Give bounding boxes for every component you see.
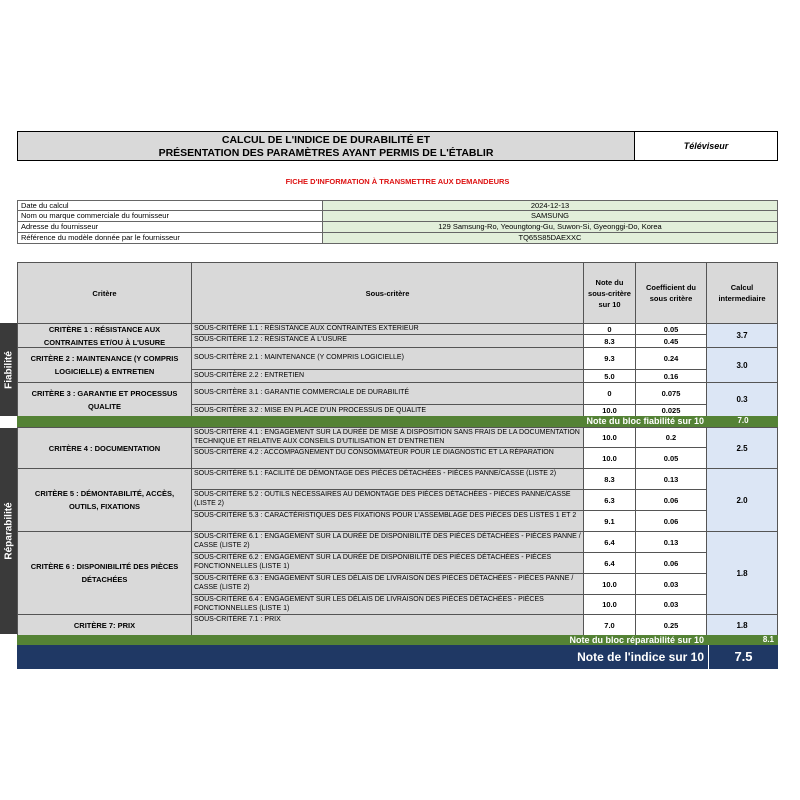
coef-6-2: 0.06: [635, 552, 707, 574]
coef-4-2: 0.05: [635, 447, 707, 469]
info-value: 2024-12-13: [323, 200, 778, 211]
coef-7-1: 0.25: [635, 614, 707, 636]
note-4-2: 10.0: [583, 447, 636, 469]
page-title: [17, 131, 635, 161]
criterion-4: CRITÈRE 4 : DOCUMENTATION: [17, 427, 192, 469]
sub-criterion-7-1: SOUS-CRITÈRE 7.1 : PRIX: [191, 614, 584, 636]
note-7-1: 7.0: [583, 614, 636, 636]
criterion-7: CRITÈRE 7: PRIX: [17, 614, 192, 636]
header-critere: Critère: [17, 262, 192, 324]
sub-criterion-1-1: SOUS-CRITÈRE 1.1 : RÉSISTANCE AUX CONTRAINTES EXTERIEUR: [191, 323, 584, 335]
calc-6: 1.8: [706, 531, 778, 615]
coef-6-3: 0.03: [635, 573, 707, 595]
criterion-2: CRITÈRE 2 : MAINTENANCE (Y COMPRIS LOGICIELLE) & ENTRETIEN: [17, 347, 192, 383]
coef-1-2: 0.45: [635, 334, 707, 348]
sub-criterion-2-1: SOUS-CRITÈRE 2.1 : MAINTENANCE (Y COMPRIS LOGICIELLE): [191, 347, 584, 370]
info-row-brand: [17, 211, 778, 222]
final-index-note: [17, 645, 778, 669]
reparabilite-block-note: [17, 635, 778, 645]
note-6-2: 6.4: [583, 552, 636, 574]
note-5-1: 8.3: [583, 468, 636, 490]
sub-criterion-5-1: SOUS-CRITÈRE 5.1 : FACILITÉ DE DÉMONTAGE DES PIÈCES DÉTACHÉES - PIÈCES PANNE/CASSE (LISTE 2): [191, 468, 584, 490]
info-row-address: [17, 222, 778, 233]
note-5-3: 9.1: [583, 510, 636, 532]
product-type: Téléviseur: [634, 131, 778, 161]
criterion-6: CRITÈRE 6 : DISPONIBILITÉ DES PIÈCES DÉTACHÉES: [17, 531, 192, 615]
sub-criterion-6-1: SOUS-CRITÈRE 6.1 : ENGAGEMENT SUR LA DURÉE DE DISPONIBILITÉ DES PIÈCES DÉTACHÉES - PIÈCES PANNE / CASSE (LISTE 2): [191, 531, 584, 553]
sub-criterion-5-2: SOUS-CRITÈRE 5.2 : OUTILS NÉCESSAIRES AU DÉMONTAGE DES PIÈCES DÉTACHÉES - PIÈCES PANNE/CASSE (LISTE 2): [191, 489, 584, 511]
note-3-1: 0: [583, 382, 636, 405]
sub-criterion-1-2: SOUS-CRITÈRE 1.2 : RÉSISTANCE À L'USURE: [191, 334, 584, 348]
info-value: 129 Samsung-Ro, Yeoungtong-Gu, Suwon-Si, Gyeonggi-Do, Korea: [323, 222, 778, 233]
coef-3-1: 0.075: [635, 382, 707, 405]
header-sous-critere: Sous-critère: [191, 262, 584, 324]
header-note: Note du sous-critère sur 10: [583, 262, 636, 324]
sub-criterion-5-3: SOUS-CRITÈRE 5.3 : CARACTÉRISTIQUES DES FIXATIONS POUR L'ASSEMBLAGE DES PIÈCES DES LISTES 1 ET 2: [191, 510, 584, 532]
calc-3: 0.3: [706, 382, 778, 417]
coef-5-2: 0.06: [635, 489, 707, 511]
final-index-value: 7.5: [708, 645, 778, 669]
side-text: Réparabilité: [3, 502, 14, 560]
info-label: Adresse du fournisseur: [17, 222, 323, 233]
calc-4: 2.5: [706, 427, 778, 469]
info-value: TQ65S85DAEXXC: [323, 233, 778, 244]
header-calcul: Calcul intermediaire: [706, 262, 778, 324]
side-text: Fiabilité: [3, 350, 14, 389]
coef-5-1: 0.13: [635, 468, 707, 490]
header-coef: Coefficient du sous critère: [635, 262, 707, 324]
sub-criterion-2-2: SOUS-CRITÈRE 2.2 : ENTRETIEN: [191, 369, 584, 383]
coef-1-1: 0.05: [635, 323, 707, 335]
sub-criterion-3-2: SOUS-CRITÈRE 3.2 : MISE EN PLACE D'UN PROCESSUS DE QUALITE: [191, 404, 584, 417]
info-row-date: [17, 200, 778, 211]
sub-criterion-6-3: SOUS-CRITÈRE 6.3 : ENGAGEMENT SUR LES DÉLAIS DE LIVRAISON DES PIÈCES DÉTACHÉES - PIÈCES PANNE / CASSE (LISTE 2): [191, 573, 584, 595]
note-4-1: 10.0: [583, 427, 636, 448]
calc-1: 3.7: [706, 323, 778, 348]
coef-6-1: 0.13: [635, 531, 707, 553]
info-row-model: [17, 233, 778, 244]
note-3-2: 10.0: [583, 404, 636, 417]
coef-2-2: 0.16: [635, 369, 707, 383]
final-index-label: Note de l'indice sur 10: [577, 650, 704, 664]
reparabilite-block-value: 8.1: [762, 635, 774, 644]
note-1-1: 0: [583, 323, 636, 335]
sub-criterion-6-2: SOUS-CRITÈRE 6.2 : ENGAGEMENT SUR LA DURÉE DE DISPONIBILITÉ DES PIÈCES DÉTACHÉES - PIÈCES FONCTIONNELLES (LISTE 1): [191, 552, 584, 574]
reparabilite-block-label: Note du bloc réparabilité sur 10: [569, 635, 704, 645]
note-2-1: 9.3: [583, 347, 636, 370]
side-label-reparabilite: [0, 428, 17, 634]
note-2-2: 5.0: [583, 369, 636, 383]
sub-criterion-4-2: SOUS-CRITÈRE 4.2 : ACCOMPAGNEMENT DU CONSOMMATEUR POUR LE DIAGNOSTIC ET LA RÉPARATION: [191, 447, 584, 469]
info-value: SAMSUNG: [323, 211, 778, 222]
calc-7: 1.8: [706, 614, 778, 636]
header: [17, 131, 778, 161]
note-6-4: 10.0: [583, 594, 636, 615]
criterion-5: CRITÈRE 5 : DÉMONTABILITÉ, ACCÈS, OUTILS, FIXATIONS: [17, 468, 192, 532]
sub-criterion-6-4: SOUS-CRITÈRE 6.4 : ENGAGEMENT SUR LES DÉLAIS DE LIVRAISON DES PIÈCES DÉTACHÉES - PIÈCES FONCTIONNELLES (LISTE 1): [191, 594, 584, 615]
title-line-1: CALCUL DE L'INDICE DE DURABILITÉ ET: [221, 134, 431, 146]
info-label: Nom ou marque commerciale du fournisseur: [17, 211, 323, 222]
criterion-1: CRITÈRE 1 : RÉSISTANCE AUX CONTRAINTES ET/OU À L'USURE: [17, 323, 192, 348]
fiabilite-block-value: 7.0: [737, 416, 749, 425]
title-line-2: PRÉSENTATION DES PARAMÈTRES AYANT PERMIS DE L'ÉTABLIR: [158, 147, 494, 159]
coef-6-4: 0.03: [635, 594, 707, 615]
subtitle: FICHE D'INFORMATION À TRANSMETTRE AUX DEMANDEURS: [285, 177, 510, 186]
note-6-3: 10.0: [583, 573, 636, 595]
fiabilite-block-label: Note du bloc fiabilité sur 10: [586, 416, 704, 426]
coef-5-3: 0.06: [635, 510, 707, 532]
note-1-2: 8.3: [583, 334, 636, 348]
sub-criterion-3-1: SOUS-CRITÈRE 3.1 : GARANTIE COMMERCIALE DE DURABILITÉ: [191, 382, 584, 405]
fiabilite-block-note: [17, 416, 778, 427]
coef-4-1: 0.2: [635, 427, 707, 448]
coef-2-1: 0.24: [635, 347, 707, 370]
note-6-1: 6.4: [583, 531, 636, 553]
criterion-3: CRITÈRE 3 : GARANTIE ET PROCESSUS QUALITE: [17, 382, 192, 417]
sub-criterion-4-1: SOUS-CRITÈRE 4.1 : ENGAGEMENT SUR LA DURÉE DE MISE À DISPOSITION SANS FRAIS DE LA DOCUMENTATION TECHNIQUE ET RELATIVE AUX CONSEILS D'UTILISATION ET D'ENTRETIEN: [191, 427, 584, 448]
info-label: Référence du modèle donnée par le fournisseur: [17, 233, 323, 244]
calc-5: 2.0: [706, 468, 778, 532]
calc-2: 3.0: [706, 347, 778, 383]
side-label-fiabilite: [0, 323, 17, 416]
info-label: Date du calcul: [17, 200, 323, 211]
note-5-2: 6.3: [583, 489, 636, 511]
info-table: [17, 200, 778, 244]
coef-3-2: 0.025: [635, 404, 707, 417]
